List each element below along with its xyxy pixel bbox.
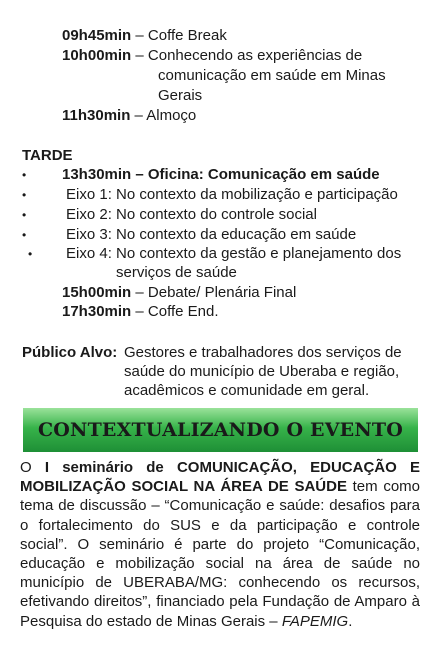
schedule-item-workshop [62, 165, 380, 184]
paragraph-theme: tem como tema de discussão – “Comunicação e saúde: desafios para o fortalecimento do SUS e da participação e controle social”. O seminário é parte do projeto “Comunicação, educação e mobilização social na área de saúde no município de UBERABA/MG: conhecendo os recursos, efetivando direitos” [20, 478, 420, 611]
audience-line: Gestores e trabalhadores dos serviços de [124, 344, 402, 361]
schedule-item-lunch [62, 106, 196, 125]
separator: – [131, 47, 148, 64]
paragraph-start: O [20, 459, 45, 476]
bullet-icon: • [22, 228, 27, 242]
separator: – [131, 166, 148, 183]
schedule-item-coffee-break [62, 26, 227, 45]
event-name: I seminário de COMUNICAÇÃO, EDUCAÇÃO E MOBILIZAÇÃO SOCIAL NA ÁREA DE SAÚDE [20, 459, 420, 496]
activity-continuation: comunicação em saúde em Minas [158, 67, 386, 84]
bullet-icon: • [22, 188, 27, 202]
activity-label: Debate/ Plenária Final [147, 284, 297, 301]
axis-item-continuation: serviços de saúde [116, 264, 237, 281]
paragraph-end: . [348, 612, 353, 630]
activity-label: Almoço [146, 107, 197, 124]
section-banner-title: CONTEXTUALIZANDO O EVENTO [37, 419, 404, 441]
separator: – [131, 284, 148, 301]
funder-acronym: FAPEMIG [281, 612, 349, 630]
time-label: 13h30min [62, 166, 132, 183]
bullet-icon: • [22, 168, 27, 182]
axis-item: Eixo 1: No contexto da mobilização e participação [66, 186, 398, 203]
context-paragraph [20, 458, 420, 631]
audience-line: acadêmicos e comunidade em geral. [124, 382, 370, 399]
activity-continuation: Gerais [158, 87, 203, 104]
bullet-icon: • [28, 247, 33, 261]
activity-label: Conhecendo as experiências de [147, 47, 363, 64]
schedule-item-debate [62, 283, 296, 302]
axis-item: Eixo 2: No contexto do controle social [66, 206, 317, 223]
paragraph-funding: , financiado pela Fundação de Amparo à Pesquisa do estado de Minas Gerais – [20, 593, 420, 630]
separator: – [131, 303, 148, 320]
audience-label: Público Alvo: [22, 344, 118, 361]
time-label: 10h00min [62, 47, 132, 64]
schedule-item-experiences [62, 46, 362, 65]
separator: – [130, 107, 147, 124]
time-label: 09h45min [62, 27, 132, 44]
time-label: 11h30min [62, 107, 131, 124]
time-label: 17h30min [62, 303, 132, 320]
section-heading-afternoon: TARDE [22, 147, 73, 164]
schedule-item-coffee-end [62, 302, 219, 321]
separator: – [131, 27, 148, 44]
section-banner [23, 408, 418, 452]
bullet-icon: • [22, 208, 27, 222]
time-label: 15h00min [62, 284, 132, 301]
axis-item: Eixo 3: No contexto da educação em saúde [66, 226, 357, 243]
axis-item: Eixo 4: No contexto da gestão e planejamento dos [66, 245, 402, 262]
activity-label: Coffe Break [147, 27, 227, 44]
activity-label: Coffe End. [147, 303, 219, 320]
activity-label: Oficina: Comunicação em saúde [147, 166, 380, 183]
audience-line: saúde do município de Uberaba e região, [124, 363, 400, 380]
